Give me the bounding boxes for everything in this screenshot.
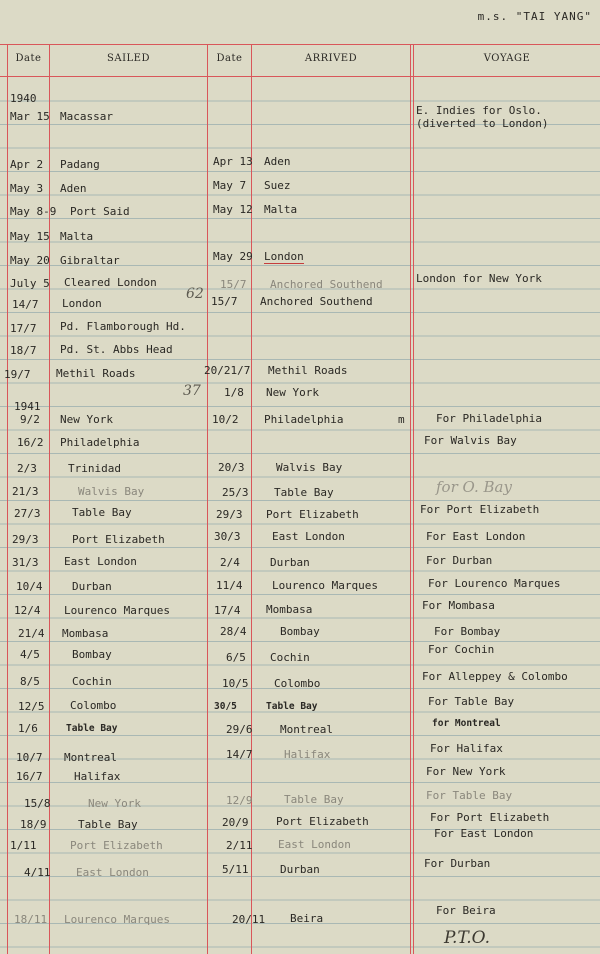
arr-port: Durban	[280, 863, 320, 876]
voyage: For Philadelphia	[436, 412, 542, 425]
voyage: For Cochin	[428, 643, 495, 656]
voyage: E. Indies for Oslo.	[416, 104, 542, 117]
arr-port: New York	[266, 386, 319, 399]
arr-port: Colombo	[274, 677, 321, 690]
sail-port: New York	[60, 413, 113, 426]
voyage: For Table Bay	[426, 789, 513, 802]
sail-date: 14/7	[12, 298, 39, 311]
arr-date: 10/5	[222, 677, 249, 690]
rule-col-2	[207, 44, 208, 954]
arr-date: 29/3	[216, 508, 243, 521]
arr-date: May 7	[213, 179, 247, 192]
arr-port-struck: Anchored Southend	[270, 278, 383, 291]
sail-port: Pd. Flamborough Hd.	[60, 320, 186, 333]
voyage: For East London	[434, 827, 534, 840]
sail-port: Walvis Bay	[78, 485, 145, 498]
arr-port: Montreal	[280, 723, 333, 736]
sail-date: 8/5	[20, 675, 40, 688]
sail-port: Lourenco Marques	[64, 604, 170, 617]
arr-port: Walvis Bay	[276, 461, 343, 474]
arr-port: Durban	[270, 556, 310, 569]
voyage: For Lourenco Marques	[428, 577, 561, 590]
arr-date: 14/7	[226, 748, 253, 761]
sail-date: 18/7	[10, 344, 37, 357]
arr-date: 12/9	[226, 794, 253, 807]
sail-date: May 15	[10, 230, 50, 243]
header-arrived: ARRIVED	[304, 53, 358, 64]
rule-col-1	[49, 44, 50, 954]
voyage: for Montreal	[432, 718, 501, 729]
arr-port: Cochin	[270, 651, 310, 664]
sail-date: 21/4	[18, 627, 45, 640]
sail-port: Padang	[60, 158, 100, 171]
sail-date: 18/11	[14, 913, 48, 926]
sail-port: Durban	[72, 580, 112, 593]
sail-port: Colombo	[70, 699, 117, 712]
sail-port: East London	[64, 555, 137, 568]
arr-port: Malta	[264, 203, 298, 216]
sail-date: May 3	[10, 182, 44, 195]
sail-date: 9/2	[20, 413, 40, 426]
sail-date: 21/3	[12, 485, 39, 498]
arr-date: May 29	[213, 250, 253, 263]
sail-date: 1/11	[10, 839, 37, 852]
sail-date: Mar 15	[10, 110, 50, 123]
sail-port: Table Bay	[72, 506, 132, 519]
sail-port: Cleared London	[64, 276, 157, 289]
arr-port: Table Bay	[274, 486, 334, 499]
arr-date: 25/3	[222, 486, 249, 499]
arr-date: 1/8	[224, 386, 244, 399]
sail-date: July 5	[10, 277, 50, 290]
sail-port: Aden	[60, 182, 87, 195]
voyage: For Table Bay	[428, 695, 515, 708]
arr-date: 20/3	[218, 461, 245, 474]
arr-port: Halifax	[284, 748, 331, 761]
sail-port: Mombasa	[62, 627, 109, 640]
rule-col-4b	[413, 44, 414, 954]
sail-date: 27/3	[14, 507, 41, 520]
header-sailed: SAILED	[107, 53, 150, 64]
year-1940: 1940	[10, 92, 37, 105]
sail-port: Montreal	[64, 751, 117, 764]
sail-port: Bombay	[72, 648, 112, 661]
rule-col-3	[251, 44, 252, 954]
sail-port: London	[62, 297, 102, 310]
arr-date: Apr 13	[213, 155, 253, 168]
header-date-arrived: Date	[216, 53, 243, 64]
sail-port: Cochin	[72, 675, 112, 688]
arr-port: Philadelphia	[264, 413, 344, 426]
sail-date: 19/7	[4, 368, 31, 381]
arr-port: Port Elizabeth	[276, 815, 369, 828]
arr-port: Aden	[264, 155, 291, 168]
voyage: London for New York	[416, 272, 542, 285]
arr-date: 20/9	[222, 816, 249, 829]
sail-date: 31/3	[12, 556, 39, 569]
arr-port: East London	[272, 530, 345, 543]
sail-port: Table Bay	[66, 723, 118, 734]
margin-mark: m	[398, 413, 405, 426]
sail-date: 10/4	[16, 580, 43, 593]
sail-date: Apr 2	[10, 158, 44, 171]
arr-date: 6/5	[226, 651, 246, 664]
year-1941: 1941	[14, 400, 41, 413]
header-voyage: VOYAGE	[483, 53, 531, 64]
sail-port: Table Bay	[78, 818, 138, 831]
arr-date-struck: 15/7	[220, 278, 247, 291]
sail-date: 10/7	[16, 751, 43, 764]
handwritten-voyage: for O. Bay	[436, 478, 512, 496]
sail-date: May 20	[10, 254, 50, 267]
sail-port: Lourenco Marques	[64, 913, 170, 926]
ship-title: m.s. "TAI YANG"	[477, 10, 592, 23]
sail-port: Macassar	[60, 110, 113, 123]
sail-port: Halifax	[74, 770, 121, 783]
arr-port: Suez	[264, 179, 291, 192]
arr-port: Port Elizabeth	[266, 508, 359, 521]
rule-col-4a	[410, 44, 411, 954]
voyage: For Mombasa	[422, 599, 495, 612]
voyage-note: (diverted to London)	[416, 117, 549, 130]
sail-date: 16/7	[16, 770, 43, 783]
arr-date: 5/11	[222, 863, 249, 876]
arr-date: May 12	[213, 203, 253, 216]
sail-port: Port Said	[70, 205, 130, 218]
arr-date: 29/6	[226, 723, 253, 736]
margin-annotation-2: 37	[183, 383, 201, 399]
voyage: For Durban	[426, 554, 493, 567]
arr-port: Mombasa	[266, 603, 313, 616]
arr-date: 30/5	[214, 701, 237, 712]
sail-port: Methil Roads	[56, 367, 136, 380]
sail-date: 12/5	[18, 700, 45, 713]
voyage: For Alleppey & Colombo	[422, 670, 568, 683]
sail-date: 15/8	[24, 797, 51, 810]
arr-port: Beira	[290, 912, 324, 925]
voyage: For New York	[426, 765, 506, 778]
arr-date: 17/4	[214, 604, 241, 617]
header-date-sailed: Date	[15, 53, 42, 64]
arr-port: Methil Roads	[268, 364, 348, 377]
sail-port: Trinidad	[68, 462, 121, 475]
arr-date: 11/4	[216, 579, 243, 592]
sail-port: New York	[88, 797, 141, 810]
sail-port: Pd. St. Abbs Head	[60, 343, 173, 356]
sail-date: 17/7	[10, 322, 37, 335]
sail-date: 4/11	[24, 866, 51, 879]
arr-date: 10/2	[212, 413, 239, 426]
arr-port: East London	[278, 838, 351, 851]
sail-port: Port Elizabeth	[70, 839, 163, 852]
sail-date: 2/3	[17, 462, 37, 475]
arr-date: 2/11	[226, 839, 253, 852]
sail-port: Gibraltar	[60, 254, 120, 267]
arr-port: Lourenco Marques	[272, 579, 378, 592]
arr-date: 15/7	[211, 295, 238, 308]
arr-port: London	[264, 250, 304, 263]
sail-port: Malta	[60, 230, 94, 243]
arr-port: Bombay	[280, 625, 320, 638]
arr-date: 20/21/7	[204, 364, 251, 377]
rule-top	[0, 44, 600, 45]
arr-date: 30/3	[214, 530, 241, 543]
margin-annotation-1: 62	[186, 286, 204, 302]
voyage: For Beira	[436, 904, 496, 917]
sail-date: 1/6	[18, 722, 38, 735]
voyage: For Durban	[424, 857, 491, 870]
arr-date: 2/4	[220, 556, 240, 569]
sail-port: Philadelphia	[60, 436, 140, 449]
voyage: For Walvis Bay	[424, 434, 517, 447]
sail-port: Port Elizabeth	[72, 533, 165, 546]
voyage: For Bombay	[434, 625, 501, 638]
pto-note: P.T.O.	[444, 928, 490, 948]
voyage: For Port Elizabeth	[430, 811, 550, 824]
arr-date: 28/4	[220, 625, 247, 638]
sail-port: East London	[76, 866, 149, 879]
arr-port: Table Bay	[284, 793, 344, 806]
sail-date: 16/2	[17, 436, 44, 449]
sail-date: 12/4	[14, 604, 41, 617]
arr-port: Anchored Southend	[260, 295, 373, 308]
rule-col-0	[7, 44, 8, 954]
rule-header-bottom	[0, 76, 600, 77]
sail-date: 4/5	[20, 648, 40, 661]
arr-port: Table Bay	[266, 701, 318, 712]
sail-date: 29/3	[12, 533, 39, 546]
voyage: For Port Elizabeth	[420, 503, 540, 516]
sail-date: 18/9	[20, 818, 47, 831]
voyage: For Halifax	[430, 742, 503, 755]
sail-date: May 8-9	[10, 205, 57, 218]
arr-date: 20/11	[232, 913, 266, 926]
voyage: For East London	[426, 530, 526, 543]
